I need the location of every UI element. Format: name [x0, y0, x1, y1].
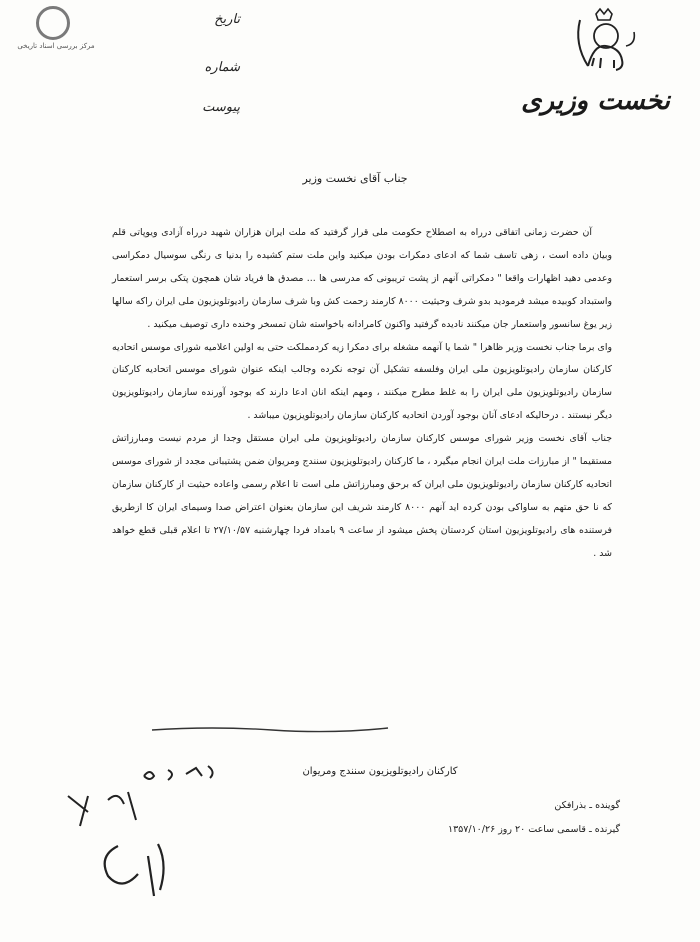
lion-and-sun-emblem-icon — [570, 6, 640, 76]
letter-body — [112, 222, 612, 566]
office-title: نخست وزیری — [521, 86, 670, 116]
attachment-label: پیوست — [202, 100, 240, 115]
signatory: کارکنان رادیوتلویزیون سنندج ومریوان — [302, 766, 458, 777]
salutation: جناب آقای نخست وزیر — [302, 172, 408, 185]
archive-watermark-logo — [6, 4, 106, 54]
date-label: تاریخ — [214, 12, 240, 27]
watermark-label: مرکز بررسی اسناد تاریخی — [17, 42, 95, 50]
body-paragraph-1: آن حضرت زمانی اتفاقی درراه به اصطلاح حکومت ملی قرار گرفتید که ملت ایران هزاران شهید درراه آزادی ویوپاتی قلم وبیان داده است ، زهی تاسف شما که ادعای دمکرات بودن میکنید واین ملت ستم کشیده را بدنیا ی رنگی سوسیال دمکراسی وعدمی دهید اظهارات واقعا " دمکراتی آنهم از پشت تریبونی که مدرسی ها ... مصدق ها فریاد شان همچون پتکی برسر استعمار واستبداد کوبیده میشد فرمودید بدو شرف وحیثیت ۸۰۰۰ کارمند زحمت کش وبا شرف سازمان رادیوتلویزیون ملی ایران راکه سالها زیر یوغ سانسور واستعمار جان میکنند نادیده گرفتید واکنون کامرادانه باخواسته شان تمسخر وخنده داری توصیف میکنید . — [112, 227, 613, 330]
body-paragraph-3: جناب آقای نخست وزیر شورای موسس کارکنان سازمان رادیوتلویزیون ملی ایران مستقل وجدا از مردم نیست ومبارزاتش مستقیما " از مبارزات ملت ایران انجام میگیرد ، ما کارکنان رادیوتلویزیون سنندج ومریوان ضمن پشتیبانی مجدد از شورای موسس اتحادیه کارکنان سازمان رادیوتلویزیون ملی ایران که برحق ومبارزاتش ملی است تا اعلام رسمی واعاده حیثیت از کارکنان سازمان که نا حق متهم به ساواکی بودن کرده اید آنهم ۸۰۰۰ کارمند شریف این سازمان بعنوان اعتراض صدا وسیمای ایران کا ازطریق فرستنده های رادیوتلویزیون استان کردستان پخش میشود از ساعت ۹ بامداد فردا چهارشنبه ۲۷/۱۰/۵۷ تا اعلام قبلی قطع خواهد شد . — [112, 433, 612, 559]
handwritten-annotation — [48, 756, 238, 906]
announcer-line: گوینده ـ بذرافکن — [554, 800, 620, 811]
receiver-line: گیرنده ـ قاسمی ساعت ۲۰ روز ۱۳۵۷/۱۰/۲۶ — [447, 824, 620, 835]
archive-logo-icon — [36, 6, 70, 40]
number-label: شماره — [204, 60, 240, 75]
body-paragraph-2: وای برما جناب نخست وزیر ظاهرا " شما یا آنهمه مشغله برای دمکرا زیه کردمملکت حتی به اولین اعلامیه شورای موسس اتحادیه کارکنان سازمان رادیوتلویزیون ملی ایران وفلسفه تشکیل آن توجه نکرده وجالب اینکه عنوان شورای موسس اتحادیه کارکنان سازمان رادیوتلویزیون ملی ایران را به غلط مطرح میکنند ، ومهم اینکه انان ادعا دارند که بوجود آورنده سازمان رادیوتلویزیون دیگر نیستند . درحالیکه ادعای آنان بوجود آوردن اتحادیه کارکنان سازمان رادیوتلویزیون میباشد . — [112, 341, 612, 422]
handwritten-underline-mark — [150, 722, 390, 736]
